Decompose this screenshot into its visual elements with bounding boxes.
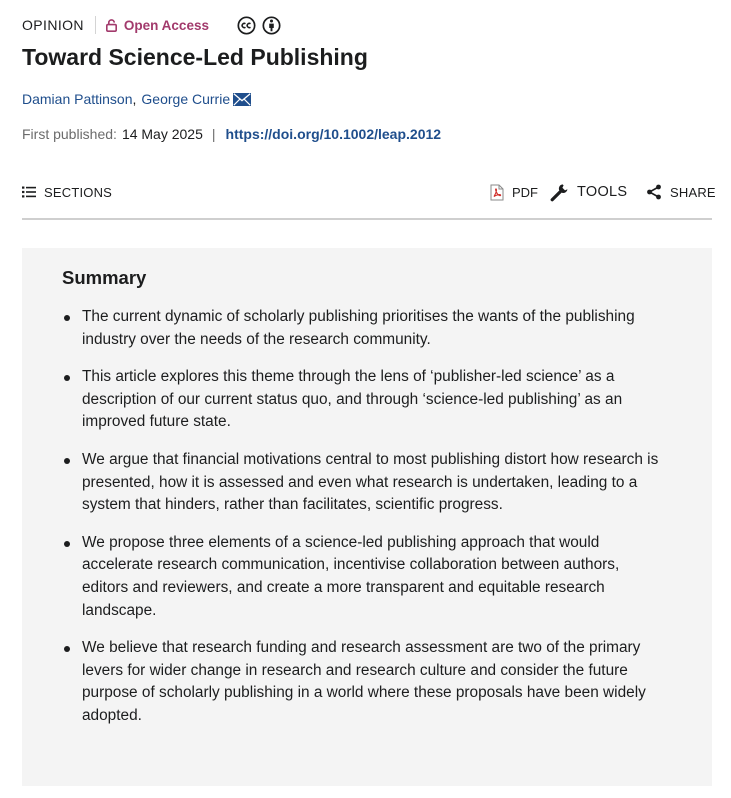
- share-icon: [646, 184, 662, 200]
- article-toolbar: [22, 180, 716, 204]
- cc-icon: [237, 16, 256, 35]
- corresponding-author-mail-icon[interactable]: [233, 93, 251, 106]
- open-access-badge[interactable]: [106, 18, 209, 33]
- attribution-icon: [262, 16, 281, 35]
- sections-button[interactable]: [22, 180, 112, 204]
- publication-info: [22, 126, 441, 142]
- summary-point: We believe that research funding and research assessment are two of the primary levers for wider change in research and research culture and consider the future purpose of scholarly publishing in a world where these proposals have been widely adopted.: [62, 637, 662, 727]
- summary-box: [22, 248, 712, 786]
- article-title: Toward Science-Led Publishing: [22, 44, 368, 70]
- author-list: [22, 91, 251, 107]
- toolbar-divider: [22, 218, 712, 220]
- summary-point: We argue that financial motivations central to most publishing distort how research is presented, how it is assessed and even what research is undertaken, leading to a system that hinders, rather than facilitates, scientific progress.: [62, 449, 662, 517]
- tools-button[interactable]: [550, 180, 627, 204]
- summary-heading: Summary: [62, 267, 147, 288]
- pdf-button[interactable]: [490, 180, 538, 204]
- pdf-label: PDF: [512, 184, 538, 200]
- summary-point: We propose three elements of a science-led publishing approach that would accelerate research communication, incentivise collaboration between authors, editors and reviewers, and create a more transparent and equitable research landscape.: [62, 532, 662, 622]
- tools-label: TOOLS: [577, 184, 628, 200]
- meta-divider: [95, 16, 96, 34]
- summary-list: [62, 306, 662, 743]
- sections-label: SECTIONS: [44, 184, 113, 200]
- share-button[interactable]: [646, 180, 716, 204]
- pdf-file-icon: [490, 184, 504, 201]
- author-separator: ,: [132, 91, 137, 107]
- published-label: First published:: [22, 126, 117, 142]
- share-label: SHARE: [670, 184, 716, 200]
- article-meta-row: [22, 15, 287, 35]
- author-link[interactable]: Damian Pattinson: [22, 91, 133, 107]
- article-type: OPINION: [22, 17, 84, 33]
- wrench-icon: [550, 183, 569, 202]
- doi-link[interactable]: https://doi.org/10.1002/leap.2012: [225, 126, 442, 142]
- list-icon: [22, 186, 36, 198]
- open-lock-icon: [106, 19, 117, 32]
- info-separator: |: [211, 126, 216, 142]
- author-link[interactable]: George Currie: [141, 91, 231, 107]
- license-icons[interactable]: [237, 16, 287, 35]
- summary-point: The current dynamic of scholarly publishing prioritises the wants of the publishing industry over the needs of the research community.: [62, 306, 662, 351]
- open-access-label: Open Access: [123, 17, 209, 33]
- published-date: 14 May 2025: [121, 126, 203, 142]
- summary-point: This article explores this theme through the lens of ‘publisher-led science’ as a description of our current status quo, and through ‘science-led publishing’ as an improved future state.: [62, 366, 662, 434]
